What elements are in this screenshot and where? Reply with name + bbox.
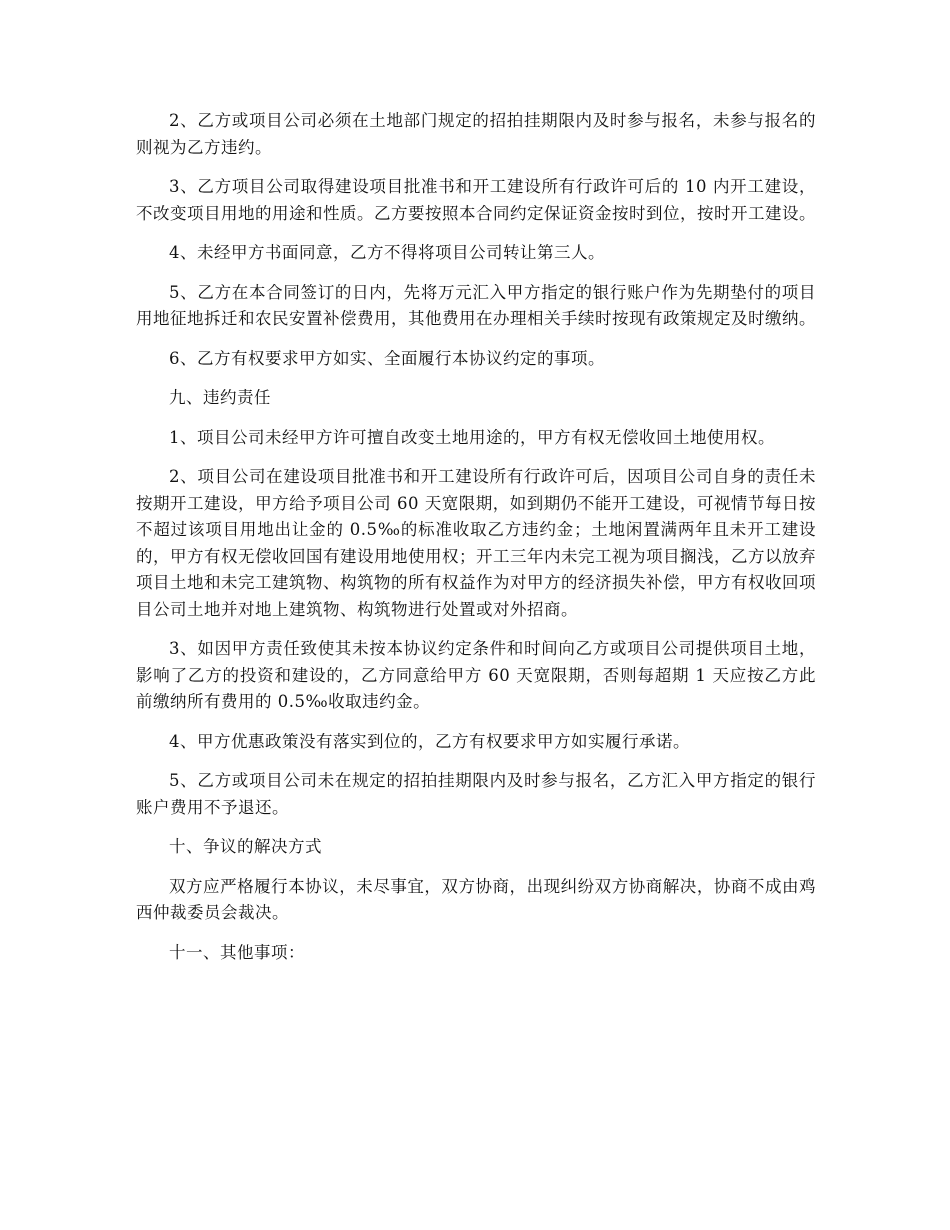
section-heading-other: 十一、其他事项： [169, 942, 305, 962]
section-heading-dispute: 十、争议的解决方式 [169, 837, 322, 856]
clause-9-item-1: 1、项目公司未经甲方许可擅自改变土地用途的，甲方有权无偿收回土地使用权。 [169, 427, 775, 447]
clause-9-item-4: 4、甲方优惠政策没有落实到位的，乙方有权要求甲方如实履行承诺。 [169, 731, 690, 751]
clause-8-item-5: 5、乙方在本合同签订的日内，先将万元汇入甲方指定的银行账户作为先期垫付的项目用地征地拆迁和农民安置补偿费用，其他费用在办理相关手续时按现有政策规定及时缴纳。 [136, 282, 816, 328]
section-heading-breach: 九、违约责任 [169, 388, 271, 407]
clause-8-item-6: 6、乙方有权要求甲方如实、全面履行本协议约定的事项。 [169, 348, 605, 368]
clause-9-item-2: 2、项目公司在建设项目批准书和开工建设所有行政许可后，因项目公司自身的责任未按期开工建设，甲方给予项目公司 60 天宽限期，如到期仍不能开工建设，可视情节每日按不超过该项目用地出让金的 0.5‰的标准收取乙方违约金；土地闲置满两年且未开工建设的，甲方有权无偿收回国有建设用地使用权；开工三年内未完工视为项目搁浅，乙方以放弃项目土地和未完工建筑物、构筑物的所有权益作为对甲方的经济损失补偿，甲方有权收回项目公司土地并对地上建筑物、构筑物进行处置或对外招商。 [136, 467, 816, 619]
document-page [136, 108, 816, 979]
clause-9-item-3: 3、如因甲方责任致使其未按本协议约定条件和时间向乙方或项目公司提供项目土地，影响了乙方的投资和建设的，乙方同意给甲方 60 天宽限期，否则每超期 1 天应按乙方此前缴纳所有费用的 0.5‰收取违约金。 [136, 639, 816, 711]
clause-8-item-2: 2、乙方或项目公司必须在土地部门规定的招拍挂期限内及时参与报名，未参与报名的则视为乙方违约。 [136, 111, 816, 157]
clause-10-body: 双方应严格履行本协议，未尽事宜，双方协商，出现纠纷双方协商解决，协商不成由鸡西仲裁委员会裁决。 [136, 876, 816, 922]
clause-8-item-3: 3、乙方项目公司取得建设项目批准书和开工建设所有行政许可后的 10 内开工建设，不改变项目用地的用途和性质。乙方要按照本合同约定保证资金按时到位，按时开工建设。 [136, 177, 816, 223]
clause-9-item-5: 5、乙方或项目公司未在规定的招拍挂期限内及时参与报名，乙方汇入甲方指定的银行账户费用不予退还。 [136, 771, 816, 817]
clause-8-item-4: 4、未经甲方书面同意，乙方不得将项目公司转让第三人。 [169, 243, 605, 262]
